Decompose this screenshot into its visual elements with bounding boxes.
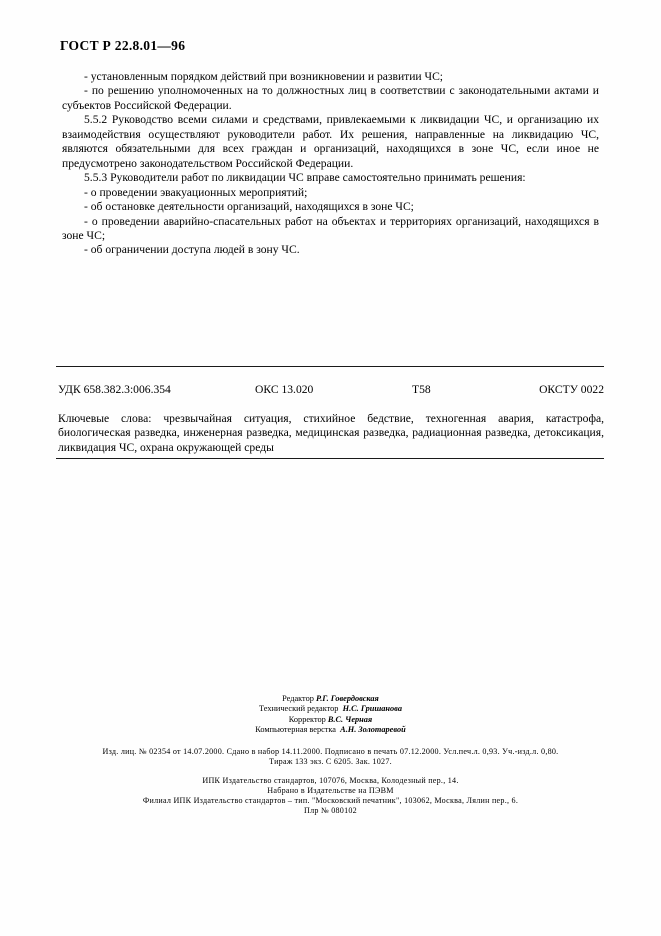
- udk-code: УДК 658.382.3:006.354: [58, 383, 171, 396]
- body-paragraph: - об остановке деятельности организаций, находящихся в зоне ЧС;: [84, 200, 414, 214]
- keywords-text: Ключевые слова: чрезвычайная ситуация, стихийное бедствие, техногенная авария, катастрофа, биологическая разведка, инженерная разведка, медицинская разведка, радиационная разведка, детоксикация, ликвидация ЧС, охрана окружающей среды: [58, 412, 604, 454]
- body-paragraph: - об ограничении доступа людей в зону ЧС.: [84, 243, 300, 257]
- credit-corrector: [0, 715, 661, 725]
- credit-layout: [0, 725, 661, 735]
- page-title: ГОСТ Р 22.8.01—96: [60, 38, 186, 53]
- credit-corrector-name: В.С. Черная: [327, 714, 373, 724]
- credit-tech-editor-name: Н.С. Гришанова: [342, 704, 402, 714]
- typeset-note: Набрано в Издательстве на ПЭВМ: [267, 786, 394, 795]
- classification-codes: [58, 383, 604, 399]
- body-paragraph-5-5-2: 5.5.2 Руководство всеми силами и средствами, привлекаемыми к ликвидации ЧС, и организацию их взаимодействия осуществляют руководители работ. Их решения, направленные на ликвидацию ЧС, являются обязательными для всех граждан и организаций, находящихся в зоне ЧС, если иное не предусмотрено законодательством Российской Федерации.: [62, 113, 599, 170]
- credit-editor-name: Р.Г. Говердовская: [315, 694, 379, 703]
- okstu-code: ОКСТУ 0022: [539, 383, 604, 396]
- keywords-block: [58, 412, 604, 455]
- publication-details: Изд. лиц. № 02354 от 14.07.2000. Сдано в набор 14.11.2000. Подписано в печать 07.12.2000. Усл.печ.л. 0,93. Уч.-изд.л. 0,80.: [102, 747, 559, 756]
- body-paragraph-5-5-3: 5.5.3 Руководители работ по ликвидации ЧС вправе самостоятельно принимать решения:: [84, 171, 526, 185]
- credit-corrector-role: Корректор: [288, 714, 326, 724]
- credit-layout-name: А.Н. Золотаревой: [340, 725, 406, 735]
- body-paragraph: - установленным порядком действий при возникновении и развитии ЧС;: [84, 70, 444, 83]
- credit-editor: [0, 694, 661, 704]
- publisher-address: ИПК Издательство стандартов, 107076, Москва, Колодезный пер., 14.: [202, 776, 459, 785]
- print-run: Тираж 133 экз. С 6205. Зак. 1027.: [269, 757, 392, 766]
- credit-editor-role: Редактор: [282, 694, 314, 703]
- group-code: Т58: [412, 383, 431, 396]
- branch-address: Филиал ИПК Издательство стандартов – тип. "Московский печатник", 103062, Москва, Лялин пер., 6.: [142, 796, 519, 805]
- oks-code: ОКС 13.020: [255, 383, 314, 396]
- license-number: Плр № 080102: [304, 806, 357, 815]
- credit-layout-role: Компьютерная верстка: [255, 725, 336, 735]
- credit-tech-editor-role: Технический редактор: [259, 704, 339, 714]
- body-text: [62, 70, 599, 258]
- body-paragraph: - о проведении эвакуационных мероприятий;: [84, 185, 308, 199]
- divider-bottom: [56, 458, 604, 459]
- divider-top: [56, 366, 604, 367]
- body-paragraph: - по решению уполномоченных на то должностных лиц в соответствии с законодательными актами и субъектов Российской Федерации.: [62, 84, 599, 112]
- credits-block: [0, 694, 661, 736]
- credit-tech-editor: [0, 704, 661, 714]
- body-paragraph: - о проведении аварийно-спасательных работ на объектах и территориях организаций, находящихся в зоне ЧС;: [62, 214, 599, 242]
